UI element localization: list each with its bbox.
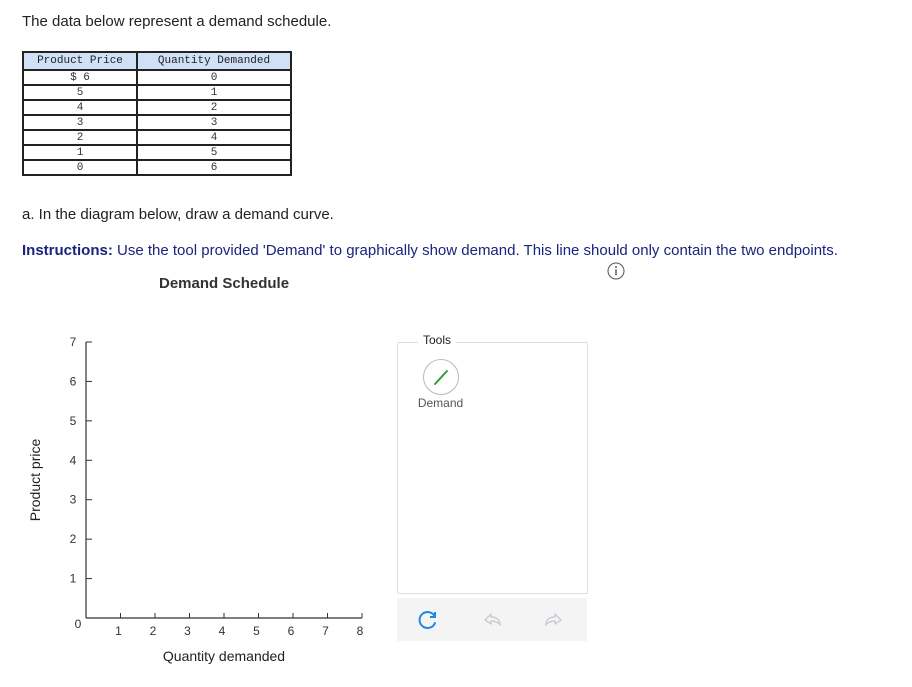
y-tick-label: 3 [69,492,77,507]
action-bar [397,598,587,641]
y-tick-label: 7 [69,335,77,349]
intro-text: The data below represent a demand schedule. [22,13,332,30]
price-cell: 4 [23,100,137,115]
x-tick-label: 5 [253,624,260,638]
quantity-cell: 1 [137,85,291,100]
column-header-price: Product Price [23,52,137,70]
instructions-label: Instructions: [22,242,113,259]
line-tool-icon [424,360,458,394]
chart-title: Demand Schedule [159,275,290,292]
price-cell: $ 6 [23,70,137,85]
demand-chart[interactable] [0,320,390,680]
price-cell: 2 [23,130,137,145]
y-tick-label: 1 [69,571,77,586]
table-row [23,100,291,115]
price-cell: 5 [23,85,137,100]
table-row [23,160,291,175]
x-tick-label: 7 [322,624,329,638]
x-tick-label: 6 [287,624,295,638]
origin-label: 0 [74,617,82,631]
price-cell: 1 [23,145,137,160]
table-row [23,85,291,100]
table-row [23,115,291,130]
price-cell: 3 [23,115,137,130]
question-text: a. In the diagram below, draw a demand curve. [22,206,334,223]
table-row [23,145,291,160]
demand-tool-label: Demand [417,396,464,410]
quantity-cell: 4 [137,130,291,145]
table-row [23,70,291,85]
y-tick-label: 5 [69,413,77,428]
instructions-body: Use the tool provided 'Demand' to graphically show demand. This line should only contain the two endpoints. [112,242,838,259]
y-tick-label: 2 [69,532,77,547]
quantity-cell: 6 [137,160,291,175]
y-tick-label: 6 [69,374,77,389]
demand-schedule-table [22,51,292,176]
price-cell: 0 [23,160,137,175]
quantity-cell: 2 [137,100,291,115]
x-tick-label: 2 [149,624,157,638]
reset-icon[interactable] [415,607,441,633]
quantity-cell: 5 [137,145,291,160]
quantity-cell: 0 [137,70,291,85]
table-header-row [23,52,291,70]
y-axis-title: Product price [27,438,43,522]
y-tick-label: 4 [69,453,77,468]
x-tick-label: 4 [218,624,226,638]
x-axis-title: Quantity demanded [162,648,286,664]
tools-legend: Tools [418,333,456,347]
quantity-cell: 3 [137,115,291,130]
table-row [23,130,291,145]
x-tick-label: 1 [115,624,122,638]
undo-icon[interactable] [479,607,505,633]
column-header-quantity: Quantity Demanded [137,52,291,70]
instructions-text [22,242,838,259]
x-tick-label: 3 [184,624,191,638]
info-icon[interactable] [607,262,625,280]
demand-tool-button[interactable] [423,359,459,395]
x-tick-label: 8 [356,624,364,638]
redo-icon[interactable] [541,607,567,633]
